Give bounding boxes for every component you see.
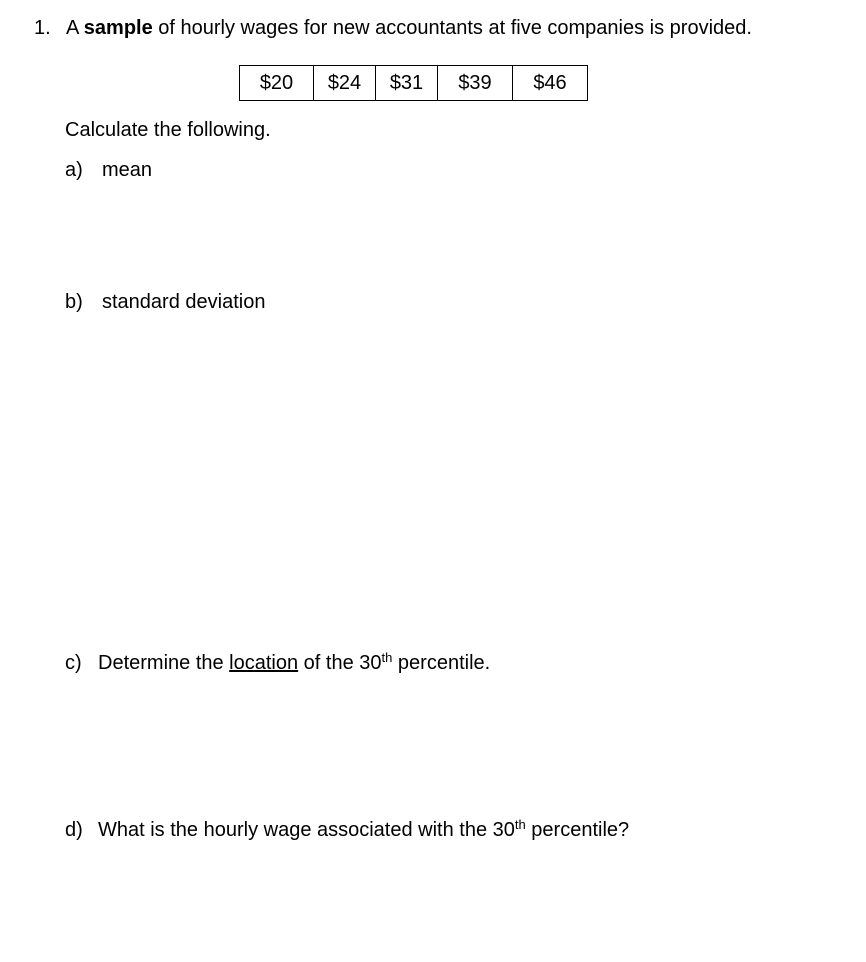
part-c-label: c) [65, 652, 82, 674]
part-c [65, 652, 490, 675]
wage-cell: $46 [513, 66, 588, 101]
part-b-label: b) [65, 291, 83, 313]
part-d-label: d) [65, 819, 83, 841]
part-d [65, 819, 629, 842]
instruction-text: Calculate the following. [65, 119, 271, 141]
wage-cell: $31 [376, 66, 438, 101]
question-number: 1. [34, 17, 51, 39]
wage-cell: $24 [314, 66, 376, 101]
part-c-text-start: Determine the [98, 652, 230, 674]
wage-cell: $39 [438, 66, 513, 101]
part-b [65, 291, 265, 314]
question-1 [34, 17, 752, 40]
part-c-underlined-word: location [229, 652, 299, 674]
wages-row [240, 66, 588, 101]
part-b-text: standard deviation [102, 291, 266, 313]
part-a-text: mean [102, 159, 153, 181]
question-text-end: of hourly wages for new accountants at five companies is provided. [152, 17, 752, 39]
part-a-label: a) [65, 159, 83, 181]
question-text-start: A [66, 17, 84, 39]
part-d-text-end: percentile? [525, 819, 630, 841]
part-a [65, 159, 152, 182]
part-c-superscript: th [381, 650, 393, 665]
wage-cell: $20 [240, 66, 314, 101]
part-c-text-middle: of the 30 [298, 652, 382, 674]
question-bold-word: sample [83, 17, 153, 39]
part-c-text-end: percentile. [392, 652, 491, 674]
part-d-text-start: What is the hourly wage associated with the 30 [98, 819, 515, 841]
wages-table [239, 65, 588, 101]
part-d-superscript: th [514, 817, 526, 832]
